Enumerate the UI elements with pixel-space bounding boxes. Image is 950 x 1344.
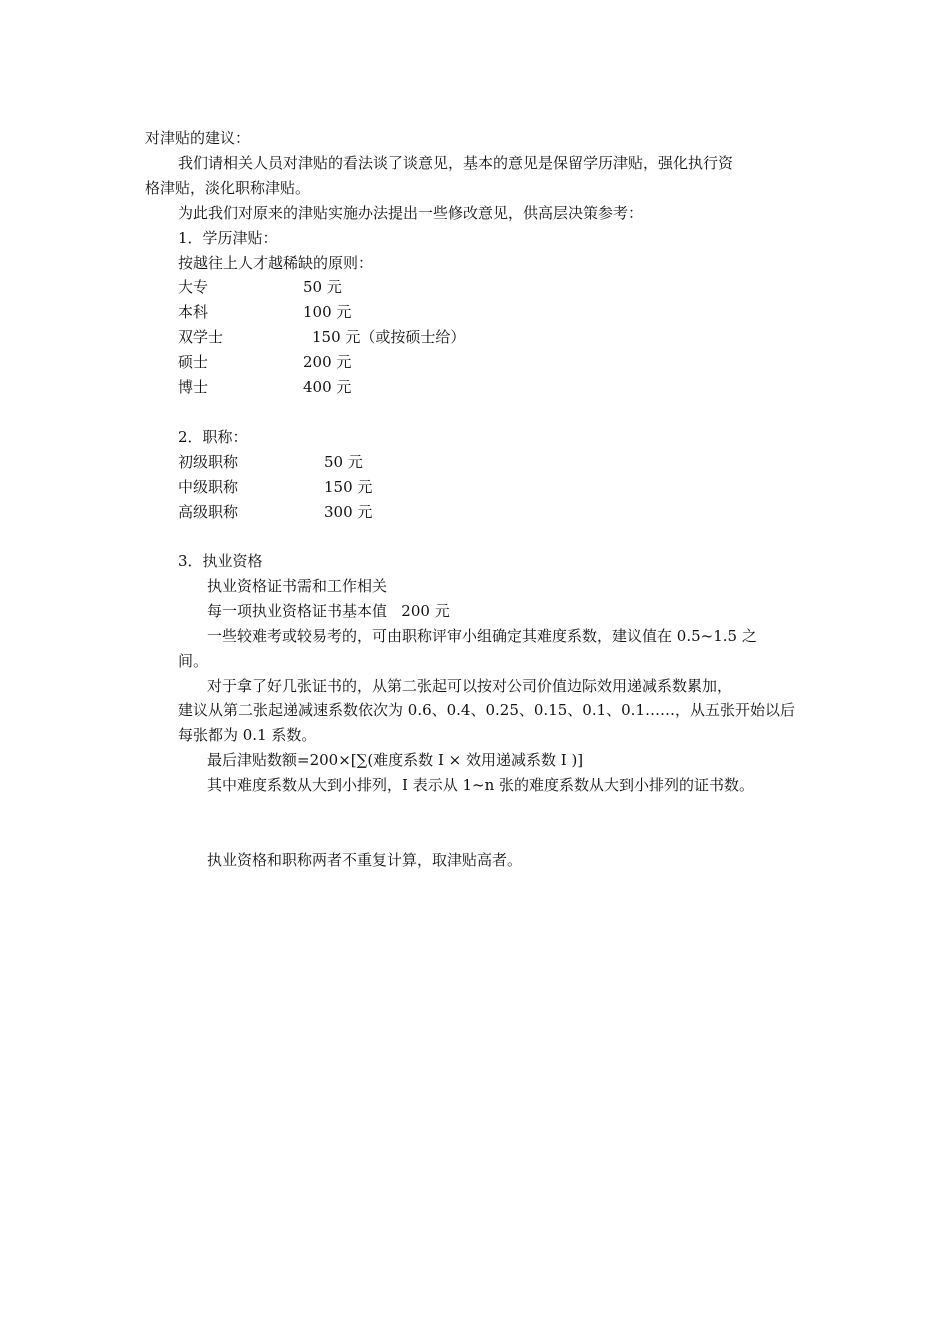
degree-value: 150 元（或按硕士给） <box>312 328 466 346</box>
intro-paragraph-2: 为此我们对原来的津贴实施办法提出一些修改意见，供高层决策参考： <box>178 204 644 222</box>
section-1-heading: 1．学历津贴： <box>178 229 278 247</box>
title-value: 300 元 <box>324 503 373 521</box>
multi-cert-paragraph-line-3: 每张都为 0.1 系数。 <box>178 726 317 744</box>
closing-note: 执业资格和职称两者不重复计算，取津贴高者。 <box>207 851 523 869</box>
degree-value: 400 元 <box>303 378 352 396</box>
title-value: 50 元 <box>324 453 363 471</box>
degree-label: 双学士 <box>178 328 224 346</box>
allowance-formula: 最后津贴数额=200×[∑(难度系数 I × 效用递减系数 I )] <box>207 751 584 769</box>
intro-paragraph-line-2: 格津贴，淡化职称津贴。 <box>145 179 311 197</box>
section-3-line-1: 执业资格证书需和工作相关 <box>207 577 388 595</box>
title-label: 初级职称 <box>178 453 239 471</box>
section-2-heading: 2．职称： <box>178 428 248 446</box>
degree-label: 硕士 <box>178 353 209 371</box>
multi-cert-paragraph-line-1: 对于拿了好几张证书的，从第二张起可以按对公司价值边际效用递减系数累加， <box>207 677 733 695</box>
section-3-line-2: 每一项执业资格证书基本值 200 元 <box>207 602 450 620</box>
section-3-heading: 3．执业资格 <box>178 552 263 570</box>
degree-label: 本科 <box>178 303 209 321</box>
multi-cert-paragraph-line-2: 建议从第二张起递减速系数依次为 0.6、0.4、0.25、0.15、0.1、0.1……，从五张开始以后 <box>178 701 795 719</box>
doc-title: 对津贴的建议： <box>145 129 251 147</box>
degree-label: 博士 <box>178 378 209 396</box>
degree-value: 50 元 <box>303 278 342 296</box>
degree-value: 200 元 <box>303 353 352 371</box>
degree-label: 大专 <box>178 278 209 296</box>
difficulty-paragraph-line-1: 一些较难考或较易考的，可由职称评审小组确定其难度系数，建议值在 0.5~1.5 之 <box>207 627 757 645</box>
formula-note: 其中难度系数从大到小排列，I 表示从 1~n 张的难度系数从大到小排列的证书数。 <box>207 776 755 794</box>
section-1-principle: 按越往上人才越稀缺的原则： <box>178 254 374 272</box>
title-value: 150 元 <box>324 478 373 496</box>
title-label: 高级职称 <box>178 503 239 521</box>
degree-value: 100 元 <box>303 303 352 321</box>
difficulty-paragraph-line-2: 间。 <box>178 652 209 670</box>
title-label: 中级职称 <box>178 478 239 496</box>
intro-paragraph-line-1: 我们请相关人员对津贴的看法谈了谈意见，基本的意见是保留学历津贴，强化执行资 <box>178 154 734 172</box>
